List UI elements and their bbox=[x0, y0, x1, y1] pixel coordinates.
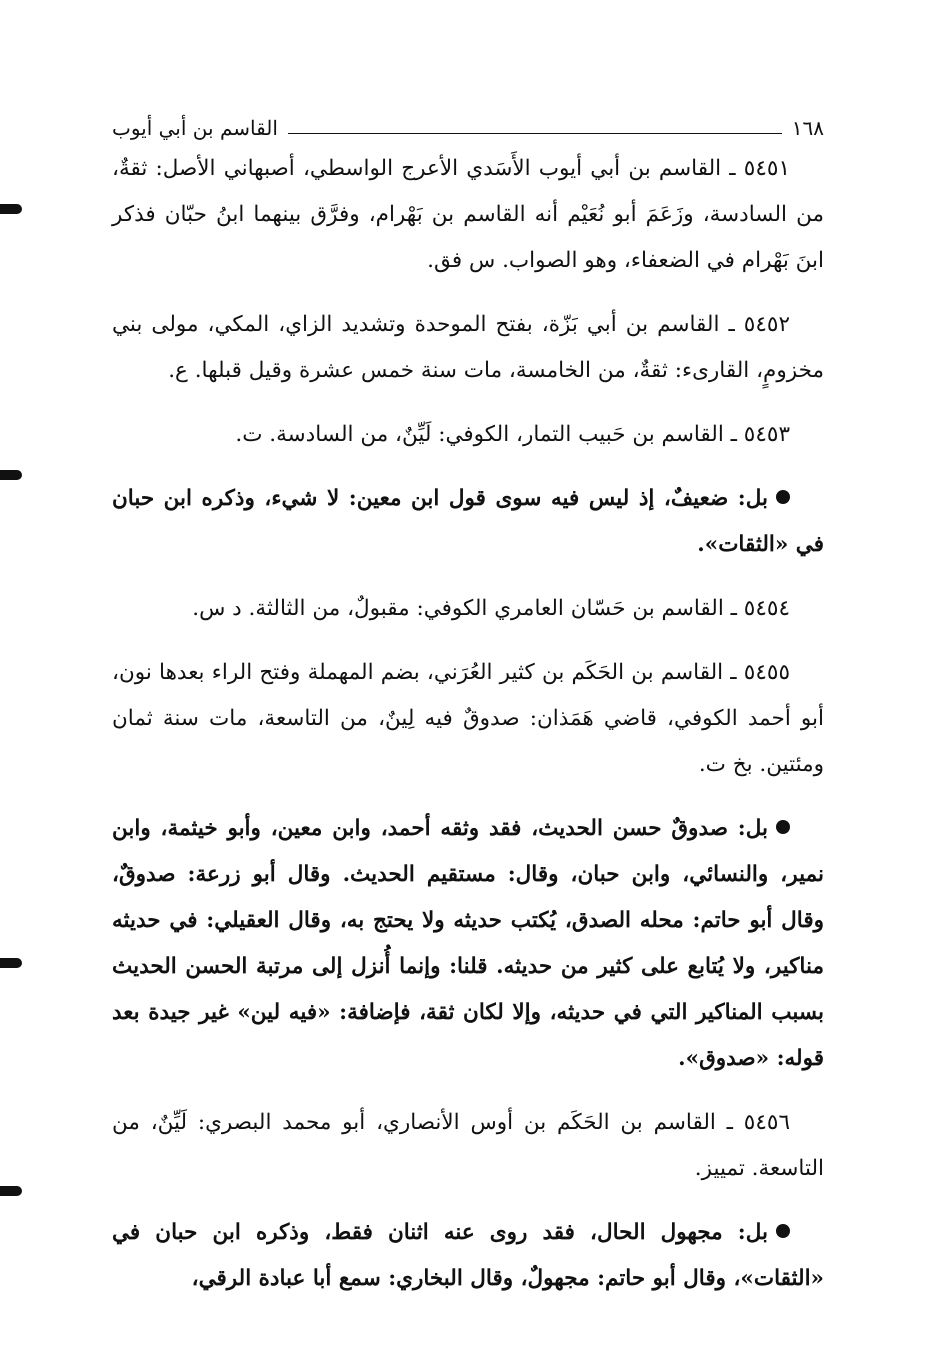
bullet-icon bbox=[776, 1224, 790, 1238]
page-body bbox=[112, 146, 824, 1320]
entry-5456 bbox=[112, 1100, 824, 1192]
entry-5452 bbox=[112, 302, 824, 394]
entry-5455 bbox=[112, 650, 824, 788]
editor-comment bbox=[112, 806, 824, 1082]
entry-5453 bbox=[112, 412, 824, 458]
running-title: القاسم بن أبي أيوب bbox=[112, 116, 278, 140]
bullet-icon bbox=[776, 490, 790, 504]
comment-text: بل: ضعيفٌ، إذ ليس فيه سوى قول ابن معين: لا شيء، وذكره ابن حبان في «الثقات». bbox=[112, 486, 824, 557]
bullet-icon bbox=[776, 820, 790, 834]
running-head bbox=[112, 112, 824, 140]
entry-text: ٥٤٥٥ ـ القاسم بن الحَكَم بن كثير العُرَني، بضم المهملة وفتح الراء بعدها نون، أبو أحمد الكوفي، قاضي هَمَذان: صدوقٌ فيه لِينٌ، من التاسعة، مات سنة ثمان ومئتين. بخ ت. bbox=[112, 660, 824, 777]
entry-text: ٥٤٥١ ـ القاسم بن أبي أيوب الأَسَدي الأعرج الواسطي، أصبهاني الأصل: ثقةٌ، من السادسة، وزَعَمَ أبو نُعَيْم أنه القاسم بن بَهْرام، وفرَّق بينهما ابنُ حبّان فذكر ابنَ بَهْرام في الضعفاء، وهو الصواب. س فق. bbox=[112, 156, 824, 273]
comment-text: بل: مجهول الحال، فقد روى عنه اثنان فقط، وذكره ابن حبان في «الثقات»، وقال أبو حاتم: مجهولٌ، وقال البخاري: سمع أبا عبادة الرقي، bbox=[112, 1220, 824, 1291]
binding-mark bbox=[0, 958, 22, 968]
entry-text: ٥٤٥٢ ـ القاسم بن أبي بَزّة، بفتح الموحدة وتشديد الزاي، المكي، مولى بني مخزومٍ، القارىء: ثقةٌ، من الخامسة، مات سنة خمس عشرة وقيل قبلها. ع. bbox=[112, 312, 824, 383]
entry-text: ٥٤٥٣ ـ القاسم بن حَبيب التمار، الكوفي: لَيِّنٌ، من السادسة. ت. bbox=[235, 422, 790, 447]
binding-mark bbox=[0, 470, 22, 480]
editor-comment bbox=[112, 476, 824, 568]
entry-text: ٥٤٥٤ ـ القاسم بن حَسّان العامري الكوفي: مقبولٌ، من الثالثة. د س. bbox=[192, 596, 790, 621]
header-rule bbox=[288, 133, 782, 134]
page-number: ١٦٨ bbox=[791, 116, 824, 140]
entry-5451 bbox=[112, 146, 824, 284]
editor-comment bbox=[112, 1210, 824, 1302]
binding-mark bbox=[0, 1186, 22, 1196]
entry-5454 bbox=[112, 586, 824, 632]
comment-text: بل: صدوقٌ حسن الحديث، فقد وثقه أحمد، وابن معين، وأبو خيثمة، وابن نمير، والنسائي، وابن حبان، وقال: مستقيم الحديث. وقال أبو زرعة: صدوقٌ، وقال أبو حاتم: محله الصدق، يُكتب حديثه ولا يحتج به، وقال العقيلي: في حديثه مناكير، ولا يُتابع على كثير من حديثه. قلنا: وإنما أُنزل إلى مرتبة الحسن الحديث بسبب المناكير التي في حديثه، وإلا لكان ثقة، فإضافة: «فيه لين» غير جيدة بعد قوله: «صدوق». bbox=[112, 816, 824, 1071]
binding-mark bbox=[0, 204, 22, 214]
entry-text: ٥٤٥٦ ـ القاسم بن الحَكَم بن أوس الأنصاري، أبو محمد البصري: لَيِّنٌ، من التاسعة. تمييز. bbox=[112, 1110, 824, 1181]
